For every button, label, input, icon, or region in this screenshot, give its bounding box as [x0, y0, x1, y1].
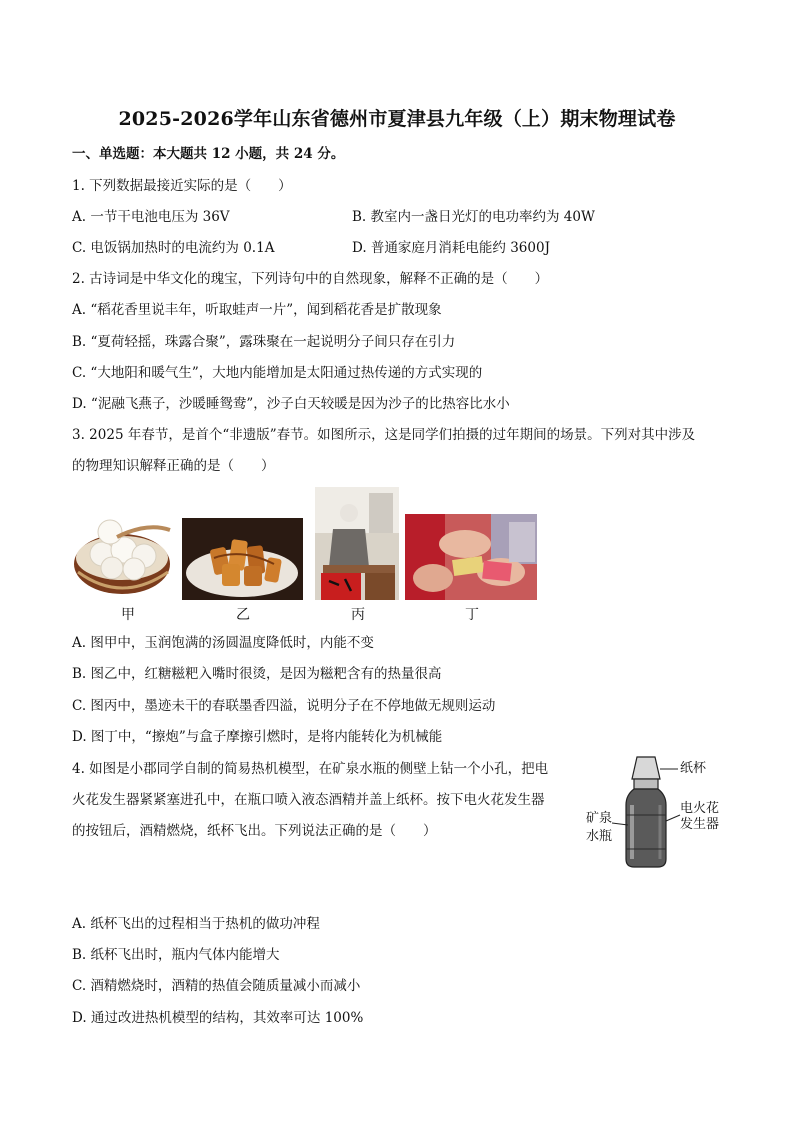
heat-engine-diagram [582, 755, 732, 870]
q3-stem-line2: 的物理知识解释正确的是（ ） [72, 458, 275, 474]
q1-option-c: C. 电饭锅加热时的电流约为 0.1A [72, 240, 275, 256]
q4-option-d: D. 通过改进热机模型的结构，其效率可达 100% [72, 1010, 364, 1026]
q1-option-d: D. 普通家庭月消耗电能约 3600J [352, 240, 550, 256]
q2-option-b: B. “夏荷轻摇，珠露合聚”，露珠聚在一起说明分子间只存在引力 [72, 334, 456, 350]
caption-bing: 丙 [351, 607, 365, 623]
label-spark-line2: 发生器 [680, 817, 720, 832]
q3-option-b: B. 图乙中，红糖糍粑入嘴时很烫，是因为糍粑含有的热量很高 [72, 666, 442, 682]
q4-option-a: A. 纸杯飞出的过程相当于热机的做功冲程 [72, 916, 320, 932]
q2-stem: 2. 古诗词是中华文化的瑰宝，下列诗句中的自然现象，解释不正确的是（ ） [72, 271, 549, 287]
label-spark-line1: 电火花 [680, 801, 720, 816]
q3-option-c: C. 图丙中，墨迹未干的春联墨香四溢，说明分子在不停地做无规则运动 [72, 698, 496, 714]
section-heading: 一、单选题：本大题共 12 小题，共 24 分。 [72, 146, 345, 162]
photo-couplet [315, 487, 399, 600]
photo-firecracker [405, 514, 537, 600]
caption-jia: 甲 [121, 607, 135, 623]
label-paper-cup: 纸杯 [680, 761, 707, 776]
q2-option-d: D. “泥融飞燕子，沙暖睡鸳鸯”，沙子白天较暖是因为沙子的比热容比水小 [72, 396, 510, 412]
q4-option-c: C. 酒精燃烧时，酒精的热值会随质量减小而减小 [72, 978, 361, 994]
q3-option-a: A. 图甲中，玉润饱满的汤圆温度降低时，内能不变 [72, 635, 374, 651]
q1-option-a: A. 一节干电池电压为 36V [72, 209, 230, 225]
photo-ciba [182, 518, 303, 600]
q3-option-d: D. 图丁中，“擦炮”与盒子摩擦引燃时，是将内能转化为机械能 [72, 729, 443, 745]
q2-option-c: C. “大地阳和暖气生”，大地内能增加是太阳通过热传递的方式实现的 [72, 365, 483, 381]
caption-yi: 乙 [236, 607, 250, 623]
q4-stem-line2: 火花发生器紧紧塞进孔中，在瓶口喷入液态酒精并盖上纸杯。按下电火花发生器 [72, 792, 545, 808]
label-bottle-line2: 水瓶 [586, 829, 613, 844]
q2-option-a: A. “稻花香里说丰年，听取蛙声一片”，闻到稻花香是扩散现象 [72, 302, 442, 318]
label-bottle-line1: 矿泉 [586, 811, 613, 826]
q1-stem: 1. 下列数据最接近实际的是（ ） [72, 178, 292, 194]
photo-tangyuan [72, 512, 175, 600]
q3-stem-line1: 3. 2025 年春节，是首个“非遗版”春节。如图所示，这是同学们拍摄的过年期间的场景。下列对其中涉及 [72, 427, 696, 443]
caption-ding: 丁 [465, 607, 479, 623]
q4-stem-line1: 4. 如图是小郡同学自制的简易热机模型，在矿泉水瓶的侧壁上钻一个小孔，把电 [72, 761, 549, 777]
q4-stem-line3: 的按钮后，酒精燃烧，纸杯飞出。下列说法正确的是（ ） [72, 823, 437, 839]
q1-option-b: B. 教室内一盏日光灯的电功率约为 40W [352, 209, 595, 225]
q4-option-b: B. 纸杯飞出时，瓶内气体内能增大 [72, 947, 280, 963]
exam-title: 2025-2026学年山东省德州市夏津县九年级（上）期末物理试卷 [118, 108, 676, 130]
